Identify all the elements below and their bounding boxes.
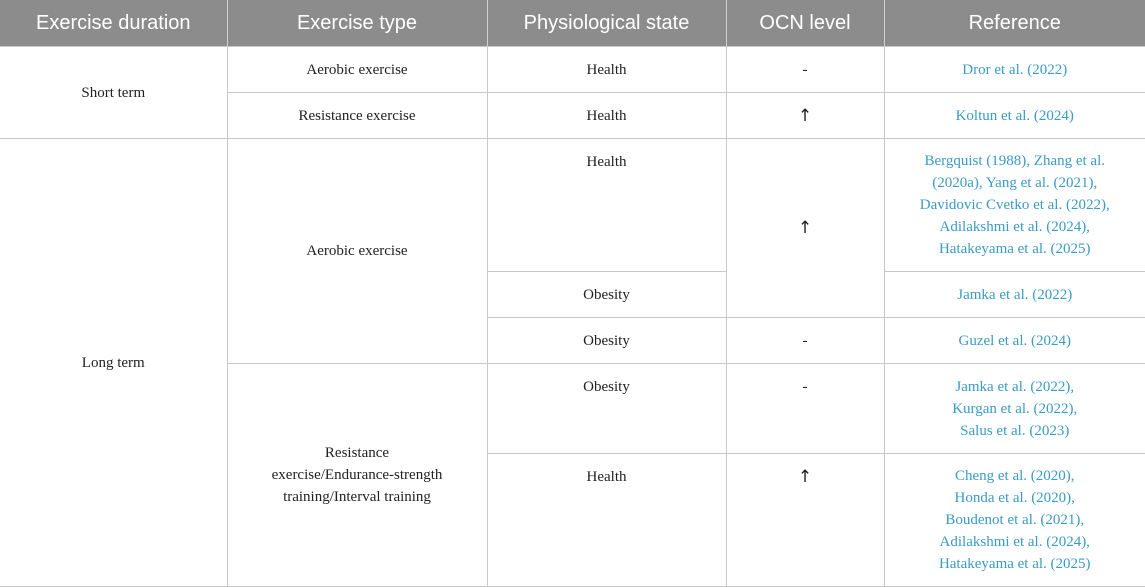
exercise-type-line: Resistance	[324, 445, 390, 461]
header-exercise-type: Exercise type	[227, 0, 487, 47]
reference-link[interactable]: Davidovic Cvetko et al. (2022),	[919, 197, 1110, 213]
physiological-state-cell: Health	[487, 93, 726, 139]
reference-link[interactable]: Hatakeyama et al. (2025)	[938, 241, 1091, 257]
physiological-state-cell: Obesity	[487, 318, 726, 364]
reference-link[interactable]: Honda et al. (2020),	[954, 490, 1075, 506]
table-row	[0, 47, 1145, 93]
table-row	[0, 139, 1145, 272]
exercise-type-cell: Resistance exercise	[227, 93, 487, 139]
reference-link[interactable]: Kurgan et al. (2022),	[952, 400, 1078, 417]
header-row	[0, 0, 1145, 47]
header-physiological-state: Physiological state	[487, 0, 726, 47]
header-exercise-duration: Exercise duration	[0, 0, 227, 47]
reference-link[interactable]: Hatakeyama et al. (2025)	[938, 556, 1091, 572]
exercise-type-cell	[227, 364, 487, 587]
reference-link[interactable]: Cheng et al. (2020),	[954, 468, 1075, 484]
header-reference: Reference	[884, 0, 1145, 47]
reference-cell	[884, 454, 1145, 587]
reference-link[interactable]: Adilakshmi et al. (2024),	[939, 534, 1090, 550]
reference-link[interactable]: Jamka et al. (2022),	[955, 378, 1075, 395]
exercise-type-cell: Aerobic exercise	[227, 139, 487, 364]
physiological-state-cell: Obesity	[487, 364, 726, 454]
duration-short-term: Short term	[0, 47, 227, 139]
exercise-type-line: exercise/Endurance-strength	[271, 467, 443, 483]
reference-link[interactable]: Guzel et al. (2024)	[884, 318, 1145, 364]
physiological-state-cell: Obesity	[487, 272, 726, 318]
ocn-level-cell: -	[726, 47, 884, 93]
reference-link[interactable]: Jamka et al. (2022)	[884, 272, 1145, 318]
reference-link[interactable]: Koltun et al. (2024)	[884, 93, 1145, 139]
ocn-level-up-arrow-icon: ↑	[726, 93, 884, 139]
reference-link[interactable]: Adilakshmi et al. (2024),	[939, 219, 1090, 235]
physiological-state-cell: Health	[487, 47, 726, 93]
reference-cell	[884, 139, 1145, 272]
header-ocn-level: OCN level	[726, 0, 884, 47]
physiological-state-cell: Health	[487, 454, 726, 587]
reference-link[interactable]: (2020a), Yang et al. (2021),	[932, 175, 1098, 191]
ocn-level-cell: -	[726, 364, 884, 454]
reference-link[interactable]: Dror et al. (2022)	[884, 47, 1145, 93]
duration-long-term: Long term	[0, 139, 227, 587]
ocn-level-up-arrow-icon: ↑	[726, 139, 884, 318]
reference-link[interactable]: Boudenot et al. (2021),	[945, 512, 1085, 528]
ocn-level-cell: -	[726, 318, 884, 364]
ocn-level-up-arrow-icon: ↑	[726, 454, 884, 587]
reference-link[interactable]: Bergquist (1988), Zhang et al.	[924, 153, 1106, 169]
reference-cell	[884, 364, 1145, 454]
exercise-type-line: training/Interval training	[283, 489, 431, 505]
exercise-type-cell: Aerobic exercise	[227, 47, 487, 93]
reference-link[interactable]: Salus et al. (2023)	[960, 422, 1070, 439]
physiological-state-cell: Health	[487, 139, 726, 272]
